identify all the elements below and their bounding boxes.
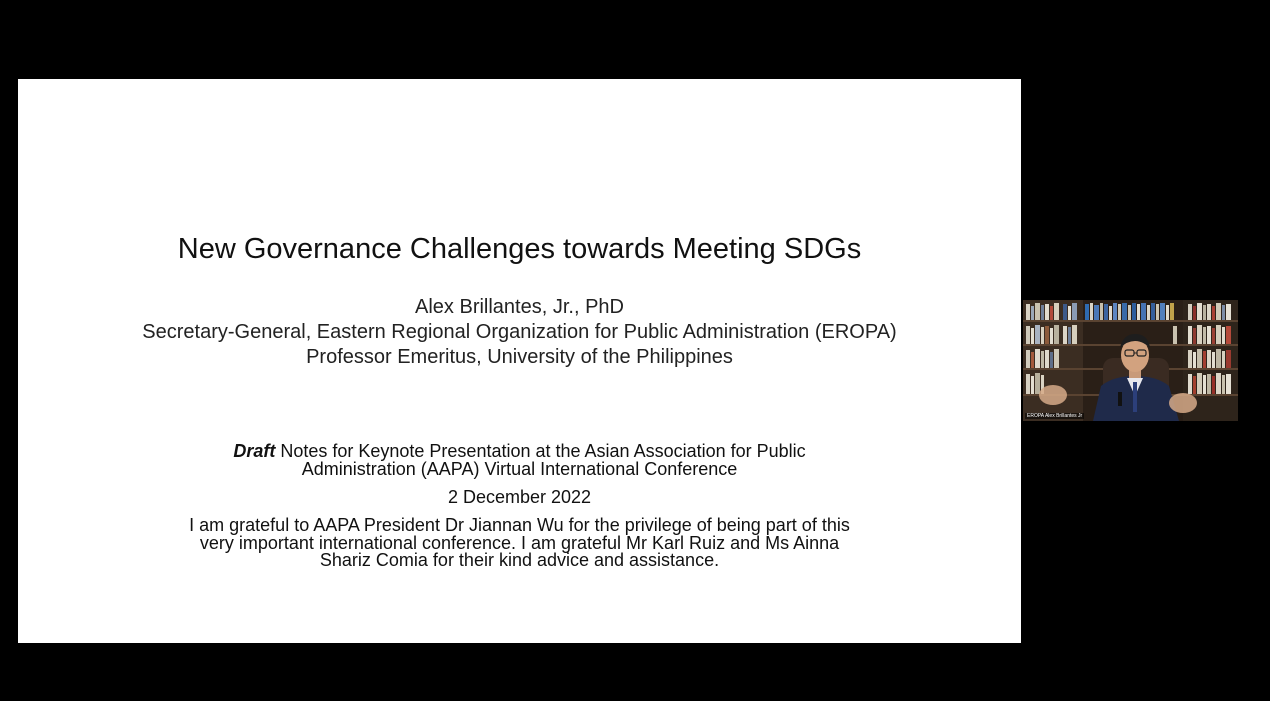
acknowledgement-line-1: I am grateful to AAPA President Dr Jiannan Wu for the privilege of being part of this — [189, 515, 850, 535]
slide-title: New Governance Challenges towards Meeting SDGs — [177, 233, 862, 265]
participant-video-feed — [1023, 300, 1238, 421]
draft-label: Draft — [233, 441, 276, 461]
acknowledgement-line-3: Shariz Comia for their kind advice and assistance. — [319, 550, 720, 570]
presentation-date: 2 December 2022 — [447, 487, 592, 507]
author-block — [18, 295, 1021, 370]
draft-notes-text: Notes for Keynote Presentation at the Asian Association for Public — [275, 441, 806, 461]
author-name: Alex Brillantes, Jr., PhD — [415, 296, 624, 318]
participant-name-label: EROPA Alex Brillantes Jr — [1027, 413, 1083, 419]
acknowledgement — [18, 517, 1021, 570]
author-role-professor: Professor Emeritus, University of the Philippines — [306, 346, 733, 368]
draft-notes-line-1 — [18, 442, 1021, 460]
shared-screen-slide — [18, 79, 1021, 643]
draft-notes — [18, 442, 1021, 478]
acknowledgement-line-2: very important international conference. I am grateful Mr Karl Ruiz and Ms Ainna — [199, 532, 840, 553]
draft-notes-line-2: Administration (AAPA) Virtual International Conference — [301, 459, 738, 479]
participant-video-tile[interactable] — [1023, 300, 1238, 421]
author-role-eropa: Secretary-General, Eastern Regional Organization for Public Administration (EROPA) — [142, 321, 897, 343]
